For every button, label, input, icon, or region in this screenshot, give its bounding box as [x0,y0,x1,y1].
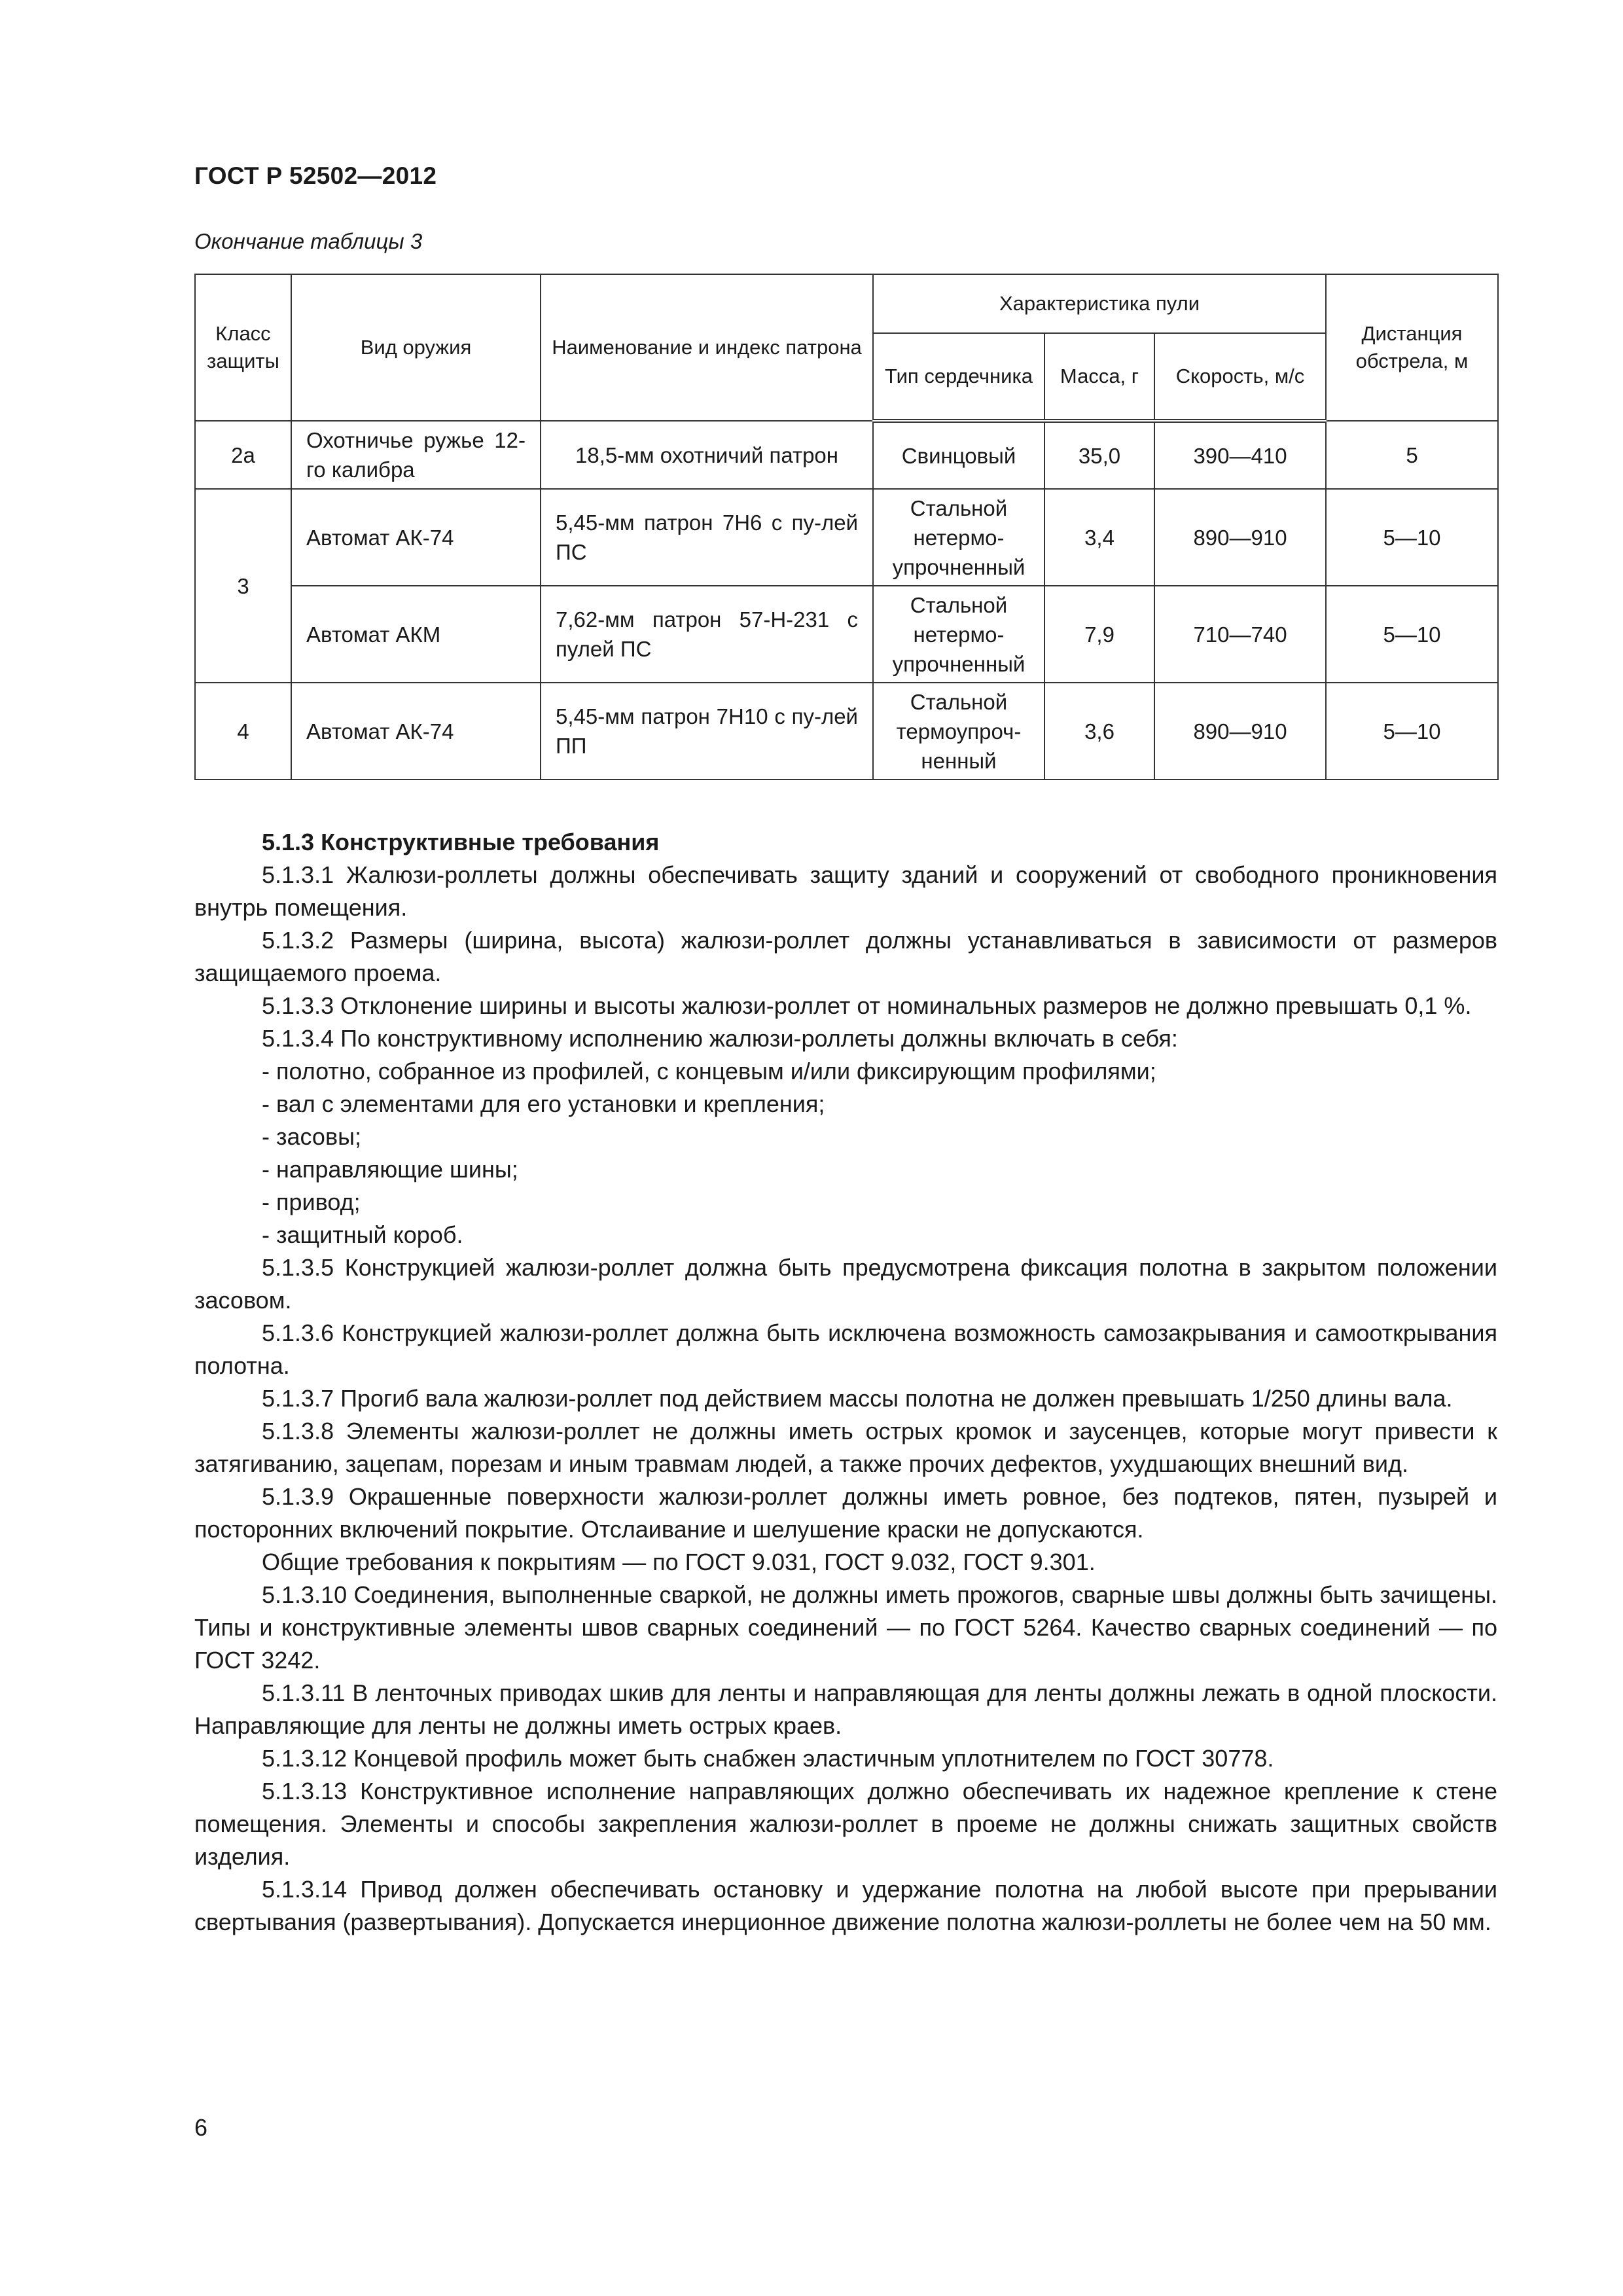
cell-distance: 5—10 [1326,489,1498,586]
header-weapon: Вид оружия [291,274,541,421]
header-class: Класс защиты [195,274,291,421]
cell-mass: 7,9 [1044,586,1154,683]
header-cartridge: Наименование и индекс патрона [541,274,873,421]
list-item: - защитный короб. [262,1221,463,1248]
cell-mass: 3,4 [1044,489,1154,586]
paragraph: 5.1.3.14 Привод должен обеспечивать остановку и удержание полотна на любой высоте при прерывании свертывания (развертывания). Допускается инерционное движение полотна жалюзи-роллеты не более чем на 50 мм. [194,1876,1497,1935]
cell-mass: 3,6 [1044,683,1154,780]
header-speed: Скорость, м/с [1154,333,1326,421]
paragraph: 5.1.3.7 Прогиб вала жалюзи-роллет под действием массы полотна не должен превышать 1/250 длины вала. [262,1385,1453,1412]
table-row [195,421,1498,489]
cell-core: Стальной термоупроч-ненный [873,683,1044,780]
cell-cartridge: 18,5-мм охотничий патрон [541,421,873,489]
section-body [194,826,1497,1939]
list-item: - привод; [262,1189,361,1215]
list-item: - вал с элементами для его установки и крепления; [262,1090,825,1117]
paragraph: 5.1.3.8 Элементы жалюзи-роллет не должны иметь острых кромок и заусенцев, которые могут привести к затягиванию, зацепам, порезам и иным травмам людей, а также прочих дефектов, ухудшающих внешний вид. [194,1418,1497,1477]
table-caption: Окончание таблицы 3 [194,229,423,253]
cell-cartridge: 5,45-мм патрон 7Н10 с пу-лей ПП [541,683,873,780]
cell-speed: 390—410 [1154,421,1326,489]
paragraph: 5.1.3.6 Конструкцией жалюзи-роллет должна быть исключена возможность самозакрывания и самооткрывания полотна. [194,1319,1497,1379]
cell-core: Свинцовый [873,421,1044,489]
cell-speed: 710—740 [1154,586,1326,683]
section-heading: 5.1.3 Конструктивные требования [262,829,660,855]
header-distance: Дистанция обстрела, м [1326,274,1498,421]
cell-distance: 5 [1326,421,1498,489]
cell-speed: 890—910 [1154,489,1326,586]
paragraph: 5.1.3.12 Концевой профиль может быть снабжен эластичным уплотнителем по ГОСТ 30778. [262,1745,1274,1772]
paragraph: Общие требования к покрытиям — по ГОСТ 9.031, ГОСТ 9.032, ГОСТ 9.301. [262,1549,1096,1575]
document-header: ГОСТ Р 52502—2012 [194,162,437,189]
paragraph: 5.1.3.9 Окрашенные поверхности жалюзи-роллет должны иметь ровное, без подтеков, пятен, пузырей и посторонних включений покрытие. Отслаивание и шелушение краски не допускаются. [194,1483,1497,1543]
list-item: - полотно, собранное из профилей, с концевым и/или фиксирующим профилями; [262,1058,1156,1085]
cell-class: 4 [195,683,291,780]
cell-cartridge: 7,62-мм патрон 57-Н-231 с пулей ПС [541,586,873,683]
cell-class: 2а [195,421,291,489]
list-item: - направляющие шины; [262,1156,518,1183]
list-item: - засовы; [262,1123,361,1150]
cell-weapon: Автомат АК-74 [291,683,541,780]
cell-weapon: Автомат АКМ [291,586,541,683]
header-mass: Масса, г [1044,333,1154,421]
paragraph: 5.1.3.10 Соединения, выполненные сваркой, не должны иметь прожогов, сварные швы должны быть зачищены. Типы и конструктивные элементы швов сварных соединений — по ГОСТ 5264. Качество сварных соединений — по ГОСТ 3242. [194,1581,1497,1674]
header-bullet: Характеристика пули [873,274,1326,333]
table-row [195,586,1498,683]
header-core: Тип сердечника [873,333,1044,421]
cell-weapon: Охотничье ружье 12-го калибра [291,421,541,489]
cell-core: Стальной нетермо-упрочненный [873,586,1044,683]
bullet-characteristics-table [194,274,1499,780]
paragraph: 5.1.3.4 По конструктивному исполнению жалюзи-роллеты должны включать в себя: [262,1025,1178,1052]
table-row [195,489,1498,586]
cell-class: 3 [195,489,291,683]
cell-weapon: Автомат АК-74 [291,489,541,586]
cell-mass: 35,0 [1044,421,1154,489]
cell-speed: 890—910 [1154,683,1326,780]
cell-distance: 5—10 [1326,683,1498,780]
paragraph: 5.1.3.5 Конструкцией жалюзи-роллет должна быть предусмотрена фиксация полотна в закрытом положении засовом. [194,1254,1497,1314]
cell-core: Стальной нетермо-упрочненный [873,489,1044,586]
paragraph: 5.1.3.1 Жалюзи-роллеты должны обеспечивать защиту зданий и сооружений от свободного проникновения внутрь помещения. [194,861,1497,921]
page-number: 6 [194,2114,208,2141]
paragraph: 5.1.3.2 Размеры (ширина, высота) жалюзи-роллет должны устанавливаться в зависимости от размеров защищаемого проема. [194,927,1497,986]
cell-cartridge: 5,45-мм патрон 7Н6 с пу-лей ПС [541,489,873,586]
table-row [195,683,1498,780]
paragraph: 5.1.3.3 Отклонение ширины и высоты жалюзи-роллет от номинальных размеров не должно превышать 0,1 %. [262,992,1472,1019]
cell-distance: 5—10 [1326,586,1498,683]
paragraph: 5.1.3.13 Конструктивное исполнение направляющих должно обеспечивать их надежное крепление к стене помещения. Элементы и способы закрепления жалюзи-роллет в проеме не должны снижать защитных свойств изделия. [194,1778,1497,1870]
paragraph: 5.1.3.11 В ленточных приводах шкив для ленты и направляющая для ленты должны лежать в одной плоскости. Направляющие для ленты не должны иметь острых краев. [194,1679,1497,1739]
